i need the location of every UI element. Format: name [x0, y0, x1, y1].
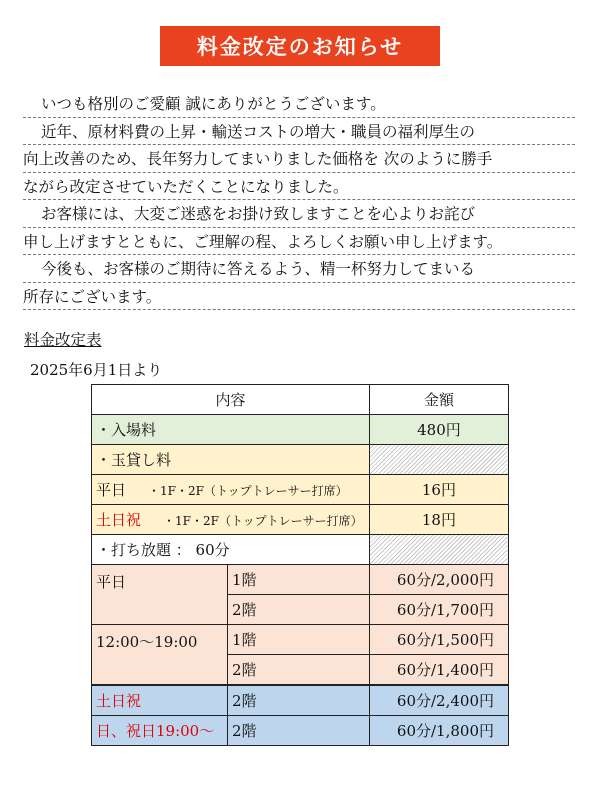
unlimited-price: 60分/1,500円 — [369, 625, 508, 655]
ball-rental-label: ・玉貸し料 — [92, 445, 370, 475]
unlimited-price: 60分/1,800円 — [369, 716, 508, 746]
unlimited-price-row — [92, 565, 509, 595]
unlimited-price: 60分/1,700円 — [369, 595, 508, 625]
unlimited-weekend-evening-label: 日、祝日19:00～ — [92, 716, 228, 746]
intro-line: お客様には、大変ご迷惑をお掛け致しますことを心よりお詫び — [23, 200, 575, 228]
unlimited-floor: 2階 — [227, 716, 369, 746]
table-header-row — [92, 385, 509, 415]
hatched-cell — [369, 535, 508, 565]
unlimited-weekend-label: 土日祝 — [92, 685, 228, 716]
ball-weekday-price: 16円 — [369, 475, 508, 505]
ball-weekend-detail: ・1F・2F（トップトレーサー打席） — [163, 514, 363, 528]
ball-weekday-cell — [92, 475, 370, 505]
page-title: 料金改定のお知らせ — [160, 26, 440, 66]
unlimited-row — [92, 535, 509, 565]
unlimited-afternoon-label: 12:00～19:00 — [92, 625, 228, 686]
intro-line: ながら改定させていただくことになりました。 — [23, 173, 575, 201]
unlimited-floor: 2階 — [227, 655, 369, 686]
ball-weekend-cell — [92, 505, 370, 535]
unlimited-price-row — [92, 716, 509, 746]
effective-date: 2025年6月1日より — [30, 361, 163, 379]
unlimited-price: 60分/2,000円 — [369, 565, 508, 595]
unlimited-price-row — [92, 625, 509, 655]
admission-row — [92, 415, 509, 445]
ball-weekend-price: 18円 — [369, 505, 508, 535]
ball-weekday-row — [92, 475, 509, 505]
ball-weekday-detail: ・1F・2F（トップトレーサー打席） — [148, 484, 348, 498]
unlimited-weekday-label: 平日 — [92, 565, 228, 625]
hatched-cell — [369, 445, 508, 475]
unlimited-price: 60分/2,400円 — [369, 685, 508, 716]
unlimited-floor: 2階 — [227, 685, 369, 716]
admission-price: 480円 — [369, 415, 508, 445]
intro-line: 今後も、お客様のご期待に答えるよう、精一杯努力してまいる — [23, 255, 575, 283]
intro-line: 申し上げますとともに、ご理解の程、よろしくお願い申し上げます。 — [23, 228, 575, 256]
ball-weekend-row — [92, 505, 509, 535]
unlimited-price: 60分/1,400円 — [369, 655, 508, 686]
intro-line: 所存にございます。 — [23, 283, 575, 311]
fee-table — [91, 384, 509, 746]
table-heading: 料金改定表 — [24, 331, 102, 349]
unlimited-floor: 1階 — [227, 565, 369, 595]
header-content: 内容 — [92, 385, 370, 415]
intro-line: 近年、原材料費の上昇・輸送コストの増大・職員の福利厚生の — [23, 118, 575, 146]
intro-line: いつも格別のご愛顧 誠にありがとうございます。 — [23, 90, 575, 118]
ball-rental-row — [92, 445, 509, 475]
ball-weekday-day: 平日 — [96, 481, 127, 499]
unlimited-floor: 1階 — [227, 625, 369, 655]
intro-paragraph — [23, 90, 575, 310]
unlimited-floor: 2階 — [227, 595, 369, 625]
intro-line: 向上改善のため、長年努力してまいりました価格を 次のように勝手 — [23, 145, 575, 173]
ball-weekend-day: 土日祝 — [96, 511, 142, 529]
unlimited-label: ・打ち放題 ： 60分 — [92, 535, 370, 565]
admission-label: ・入場料 — [92, 415, 370, 445]
header-amount: 金額 — [369, 385, 508, 415]
unlimited-price-row — [92, 685, 509, 716]
